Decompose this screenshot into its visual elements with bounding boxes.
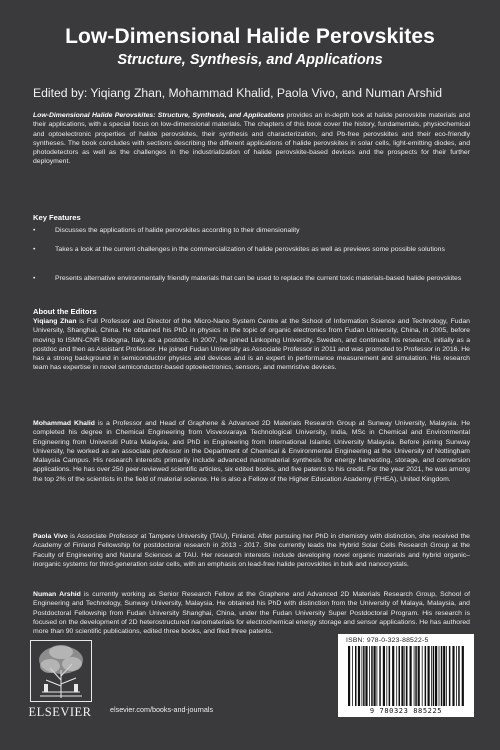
editor-bio-text: is Full Professor and Director of the Micro-Nano System Centre at the School of Information Science and Technology, Fudan University, Shanghai, China. He obtained his PhD in physics in the topic of organic electronics from Fudan University, China, in 2005, before moving to ISMN-CNR Bologna, Italy, as a postdoc. In 2007, he joined Linkoping University, Sweden, and continued his research, initially as a postdoc and then as Assistant Professor. He joined Fudan University as Associate Professor in 2011 and was promoted to Professor in 2016. He has a strong background in semiconductor physics and devices and is an expert in performance measurement and simulation. His research team has expertise in novel semiconductor-based optoelectronics, sensors, and memristive devices.	[33, 318, 470, 372]
barcode-bar	[458, 646, 460, 706]
barcode-bar	[383, 646, 385, 706]
bullet-icon: •	[33, 275, 36, 282]
book-description	[33, 111, 470, 167]
barcode-bar	[358, 646, 360, 706]
barcode-bar	[439, 646, 440, 706]
key-feature-text: Discusses the applications of halide perovskites according to their dimensionality	[55, 227, 300, 234]
publisher-name: ELSEVIER	[28, 705, 92, 719]
barcode-bar	[371, 646, 373, 706]
barcode-bar	[365, 646, 367, 706]
barcode-bar	[431, 646, 432, 706]
barcode-bar	[443, 646, 445, 706]
about-editors-heading: About the Editors	[33, 307, 97, 316]
editor-bio	[33, 532, 470, 569]
barcode-bar	[374, 646, 376, 706]
barcode-bar	[389, 646, 391, 706]
key-feature-text: Takes a look at the current challenges in the commercialization of halide perovskites as well as previews some possible solutions	[55, 246, 445, 253]
barcode-bar	[396, 646, 397, 706]
barcode-bar	[401, 646, 403, 706]
editor-name: Mohammad Khalid	[33, 420, 95, 427]
barcode-bar	[377, 646, 378, 706]
description-lead: Low-Dimensional Halide Perovskites: Structure, Synthesis, and Applications	[33, 112, 285, 119]
barcode-bar	[404, 646, 405, 706]
barcode-bar	[441, 646, 443, 706]
editor-name: Paola Vivo	[33, 533, 68, 540]
editor-name: Numan Arshid	[33, 591, 81, 598]
barcode-bar	[392, 646, 394, 706]
barcode-bar	[363, 646, 365, 706]
barcode-bar	[433, 646, 435, 706]
barcode-bar	[428, 646, 430, 706]
barcode-bar	[352, 646, 353, 706]
key-features-heading: Key Features	[33, 213, 81, 222]
barcode-bar	[456, 646, 457, 706]
barcode-bar	[435, 646, 437, 706]
editor-bio-text: is a Professor and Head of Graphene & Advanced 2D Materials Research Group at Sunway University, Malaysia. He completed his degree in Chemical Engineering from Visvesvaraya Technological University, India, MSc in Chemical and Environmental Engineering from Universiti Putra Malaysia, and PhD in Engineering from International Islamic University Malaysia. Before joining Sunway University, he worked as an associate professor in the Department of Chemical & Environmental Engineering at the University of Nottingham Malaysia Campus. His research interests primarily include advanced nanomaterial synthesis for energy harvesting, storage, and conversion applications. He has over 250 peer-reviewed scientific articles, six edited books, and five patents to his credit. For the year 2021, he was among the top 2% of the scientists in the field of material science. He is also a Fellow of the Higher Education Academy (FHEA), United Kingdom.	[33, 420, 470, 483]
editor-bio	[33, 419, 470, 484]
barcode-bar	[425, 646, 427, 706]
barcode-bar	[415, 646, 417, 706]
barcode-bar	[452, 646, 454, 706]
barcode-bar	[379, 646, 381, 706]
barcode-bar	[406, 646, 408, 706]
book-title: Low-Dimensional Halide Perovskites	[65, 25, 435, 48]
barcode-bar	[348, 646, 350, 706]
barcode-icon	[344, 646, 468, 708]
barcode-bar	[399, 646, 401, 706]
barcode-number: 9 780323 885225	[369, 707, 443, 715]
barcode-bar	[418, 646, 420, 706]
elsevier-tree-logo-icon	[30, 640, 92, 702]
editors-line: Edited by: Yiqiang Zhan, Mohammad Khalid, Paola Vivo, and Numan Arshid	[33, 86, 442, 100]
barcode-bar	[410, 646, 412, 706]
publisher-url[interactable]: elsevier.com/books-and-journals	[110, 705, 214, 714]
barcode-bar	[446, 646, 447, 706]
isbn-label: ISBN: 978-0-323-88522-5	[346, 637, 429, 644]
bullet-icon: •	[33, 246, 36, 253]
editor-name: Yiqiang Zhan	[33, 318, 77, 325]
barcode-bar	[449, 646, 451, 706]
barcode-bar	[369, 646, 370, 706]
editor-bio-text: is currently working as Senior Research Fellow at the Graphene and Advanced 2D Materials Research Group, School of Engineering and Technology, Sunway University, Malaysia. He obtained his PhD with distinction from the University of Malaya, Malaysia, and Postdoctoral Fellowship from Fudan University Shanghai, China, under the Fudan University Super Postdoctoral Program. His research is focused on the development of 2D heterostructured nanomaterials for electrochemical energy storage and sensor applications. He has authored more than 90 scientific publications, edited three books, and filed three patents.	[33, 591, 470, 636]
isbn-barcode-box	[338, 634, 474, 717]
book-subtitle: Structure, Synthesis, and Applications	[117, 52, 383, 68]
barcode-bar	[462, 646, 464, 706]
barcode-bar	[422, 646, 423, 706]
editor-bio	[33, 317, 470, 373]
key-feature-text: Presents alternative environmentally friendly materials that can be used to replace the current toxic materials-based halide perovskites	[55, 275, 462, 282]
barcode-bar	[355, 646, 357, 706]
description-text: provides an in-depth look at halide perovskite materials and their applications, with a special focus on low-dimensional materials. The chapters of this book cover the history, fundamentals, physiochemical and optoelectronic properties of halide perovskites, their synthesis and characterization, and Pb-free perovskites and their eco-friendly syntheses. The book concludes with sections describing the different applications of halide perovskites in solar cells, light-emitting diodes, and photodetectors as well as the challenges in the industrialization of halide perovskite-based devices and the prospects for their further deployment.	[33, 112, 470, 166]
barcode-bar	[414, 646, 415, 706]
bullet-icon: •	[33, 227, 36, 234]
barcode-bar	[362, 646, 363, 706]
editor-bio	[33, 590, 470, 636]
editor-bio-text: is Associate Professor at Tampere University (TAU), Finland. After pursuing her PhD in chemistry with distinction, she received the Academy of Finland Fellowship for postdoctoral research in 2013 - 2017. She currently leads the Hybrid Solar Cells Research Group at the Faculty of Engineering and Natural Sciences at TAU. Her research interests include developing novel organic materials and hybrid organic–inorganic systems for third-generation solar cells, with an emphasis on lead-free halide perovskites in bulk and nanocrystals.	[33, 533, 470, 568]
barcode-bar	[386, 646, 387, 706]
